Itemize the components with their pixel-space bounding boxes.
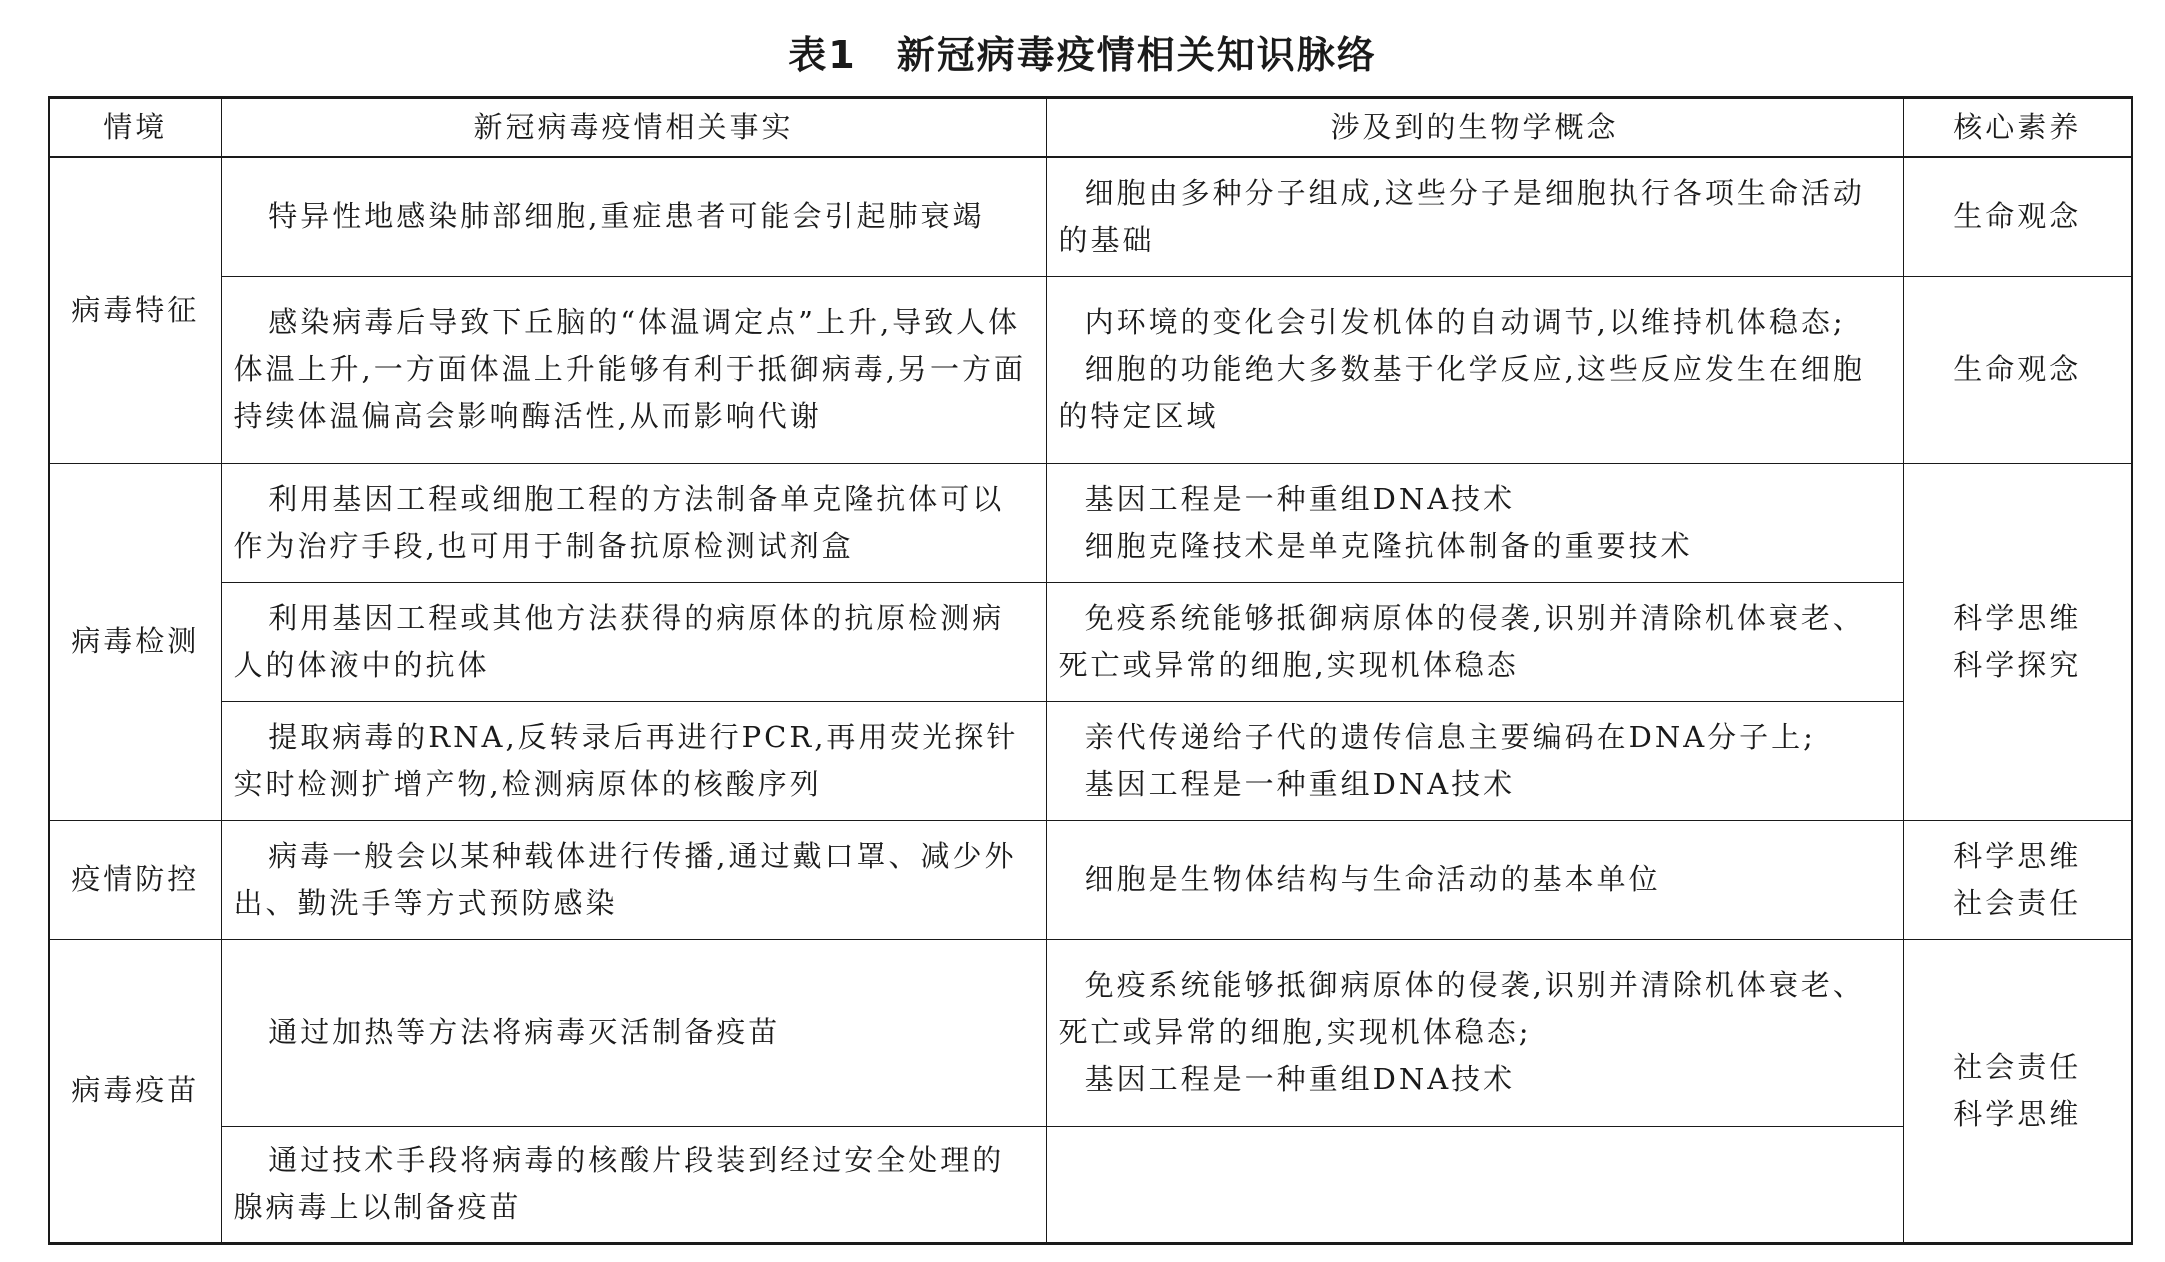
scene-cell: 病毒检测 [49,463,221,820]
core-cell: 社会责任 科学思维 [1903,939,2132,1243]
scene-cell: 病毒疫苗 [49,939,221,1243]
concept-cell: 基因工程是一种重组DNA技术 细胞克隆技术是单克隆抗体制备的重要技术 [1046,463,1903,582]
concept-cell: 内环境的变化会引发机体的自动调节,以维持机体稳态; 细胞的功能绝大多数基于化学反应,这些反应发生在细胞的特定区域 [1046,276,1903,463]
fact-cell: 利用基因工程或细胞工程的方法制备单克隆抗体可以作为治疗手段,也可用于制备抗原检测试剂盒 [221,463,1046,582]
fact-cell: 感染病毒后导致下丘脑的“体温调定点”上升,导致人体体温上升,一方面体温上升能够有利于抵御病毒,另一方面持续体温偏高会影响酶活性,从而影响代谢 [221,276,1046,463]
concept-cell-empty [1046,1126,1903,1243]
table-row [49,157,2132,276]
fact-cell: 病毒一般会以某种载体进行传播,通过戴口罩、减少外出、勤洗手等方式预防感染 [221,820,1046,939]
header-concept: 涉及到的生物学概念 [1046,98,1903,158]
concept-cell: 亲代传递给子代的遗传信息主要编码在DNA分子上; 基因工程是一种重组DNA技术 [1046,701,1903,820]
table-title: 表1 新冠病毒疫情相关知识脉络 [788,33,1377,77]
knowledge-table [48,96,2133,1245]
concept-cell: 免疫系统能够抵御病原体的侵袭,识别并清除机体衰老、死亡或异常的细胞,实现机体稳态; 基因工程是一种重组DNA技术 [1046,939,1903,1126]
core-cell: 生命观念 [1903,276,2132,463]
table-row [49,1126,2132,1243]
fact-cell: 通过加热等方法将病毒灭活制备疫苗 [221,939,1046,1126]
core-cell: 科学思维 社会责任 [1903,820,2132,939]
header-core: 核心素养 [1903,98,2132,158]
concept-cell: 细胞由多种分子组成,这些分子是细胞执行各项生命活动的基础 [1046,157,1903,276]
core-cell: 生命观念 [1903,157,2132,276]
table-row [49,820,2132,939]
scene-cell: 病毒特征 [49,157,221,463]
core-cell: 科学思维 科学探究 [1903,463,2132,820]
table-row [49,939,2132,1126]
table-row [49,701,2132,820]
concept-cell: 免疫系统能够抵御病原体的侵袭,识别并清除机体衰老、死亡或异常的细胞,实现机体稳态 [1046,582,1903,701]
header-fact: 新冠病毒疫情相关事实 [221,98,1046,158]
fact-cell: 特异性地感染肺部细胞,重症患者可能会引起肺衰竭 [221,157,1046,276]
table-row [49,463,2132,582]
fact-cell: 提取病毒的RNA,反转录后再进行PCR,再用荧光探针实时检测扩增产物,检测病原体的核酸序列 [221,701,1046,820]
fact-cell: 通过技术手段将病毒的核酸片段装到经过安全处理的腺病毒上以制备疫苗 [221,1126,1046,1243]
header-scene: 情境 [49,98,221,158]
table-row [49,582,2132,701]
header-row [49,98,2132,158]
table-row [49,276,2132,463]
concept-cell: 细胞是生物体结构与生命活动的基本单位 [1046,820,1903,939]
fact-cell: 利用基因工程或其他方法获得的病原体的抗原检测病人的体液中的抗体 [221,582,1046,701]
scene-cell: 疫情防控 [49,820,221,939]
